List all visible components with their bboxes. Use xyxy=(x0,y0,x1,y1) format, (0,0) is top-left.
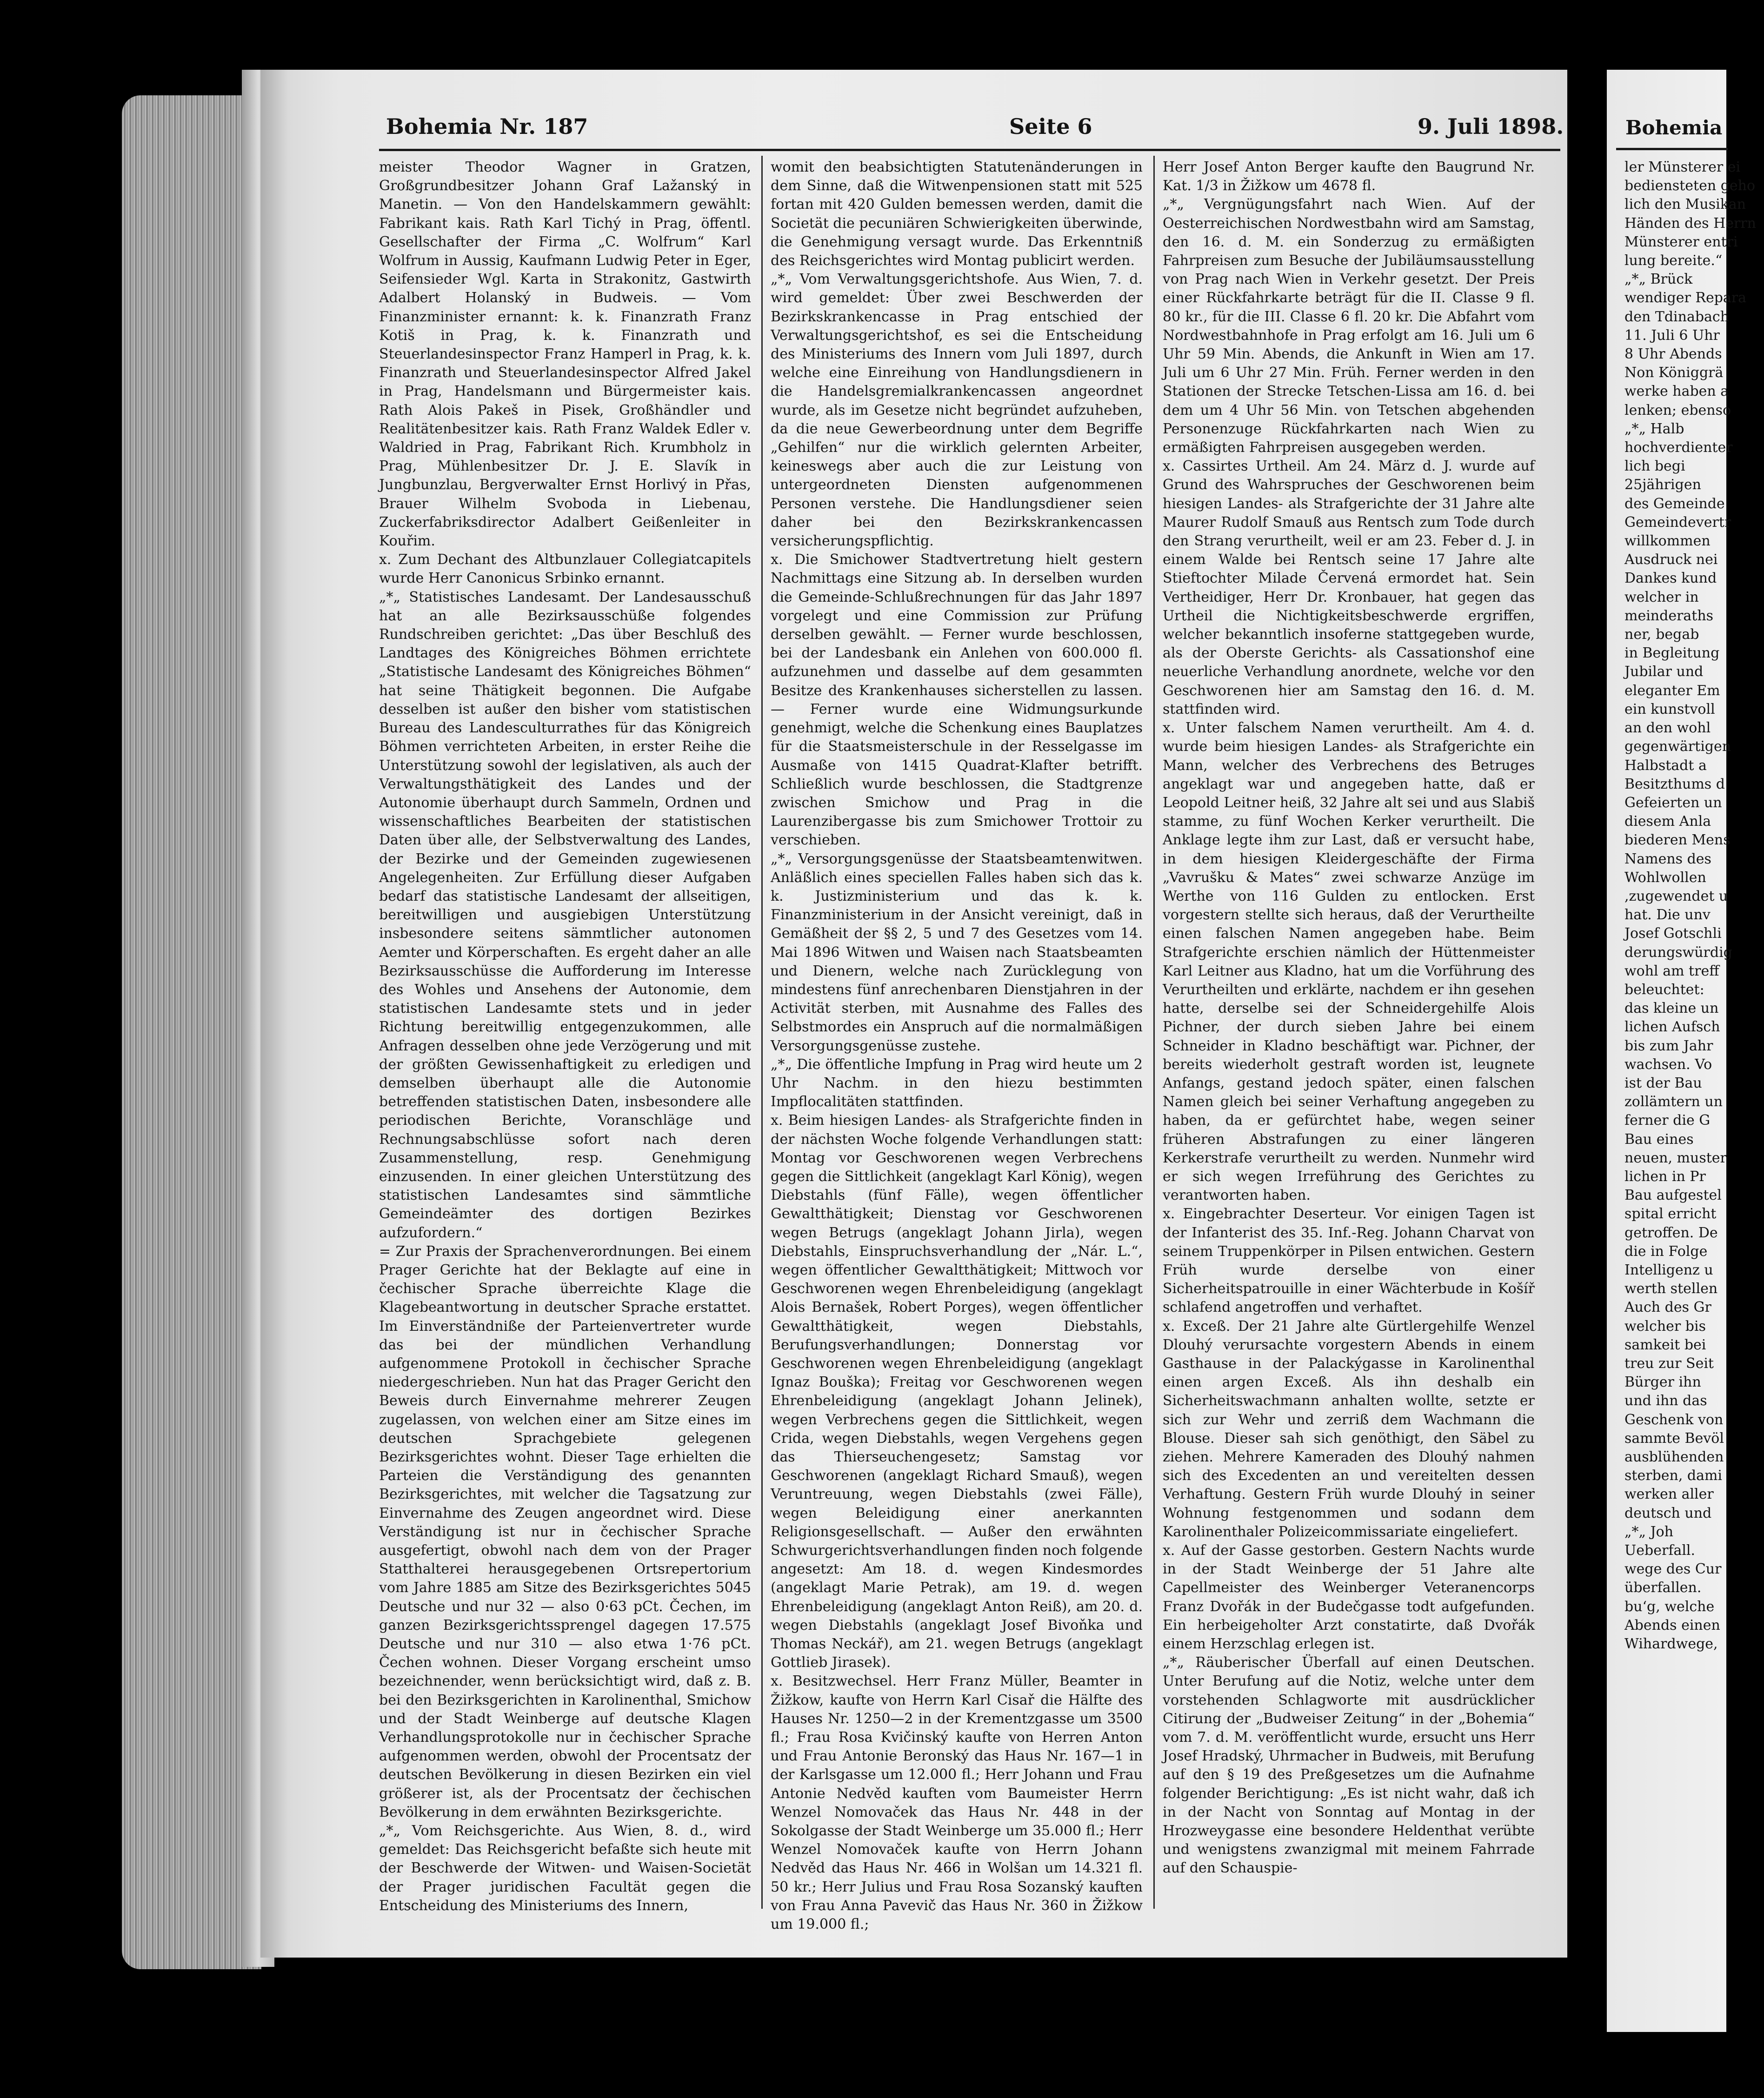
adjacent-line: ,zugewendet u xyxy=(1624,888,1728,904)
adjacent-line: wege des Cur xyxy=(1624,1561,1722,1578)
adjacent-line: Geschenk von xyxy=(1624,1411,1724,1428)
article-paragraph: x. Zum Dechant des Altbunzlauer Collegiatcapitels wurde Herr Canonicus Srbinko ernannt. xyxy=(379,551,751,587)
adjacent-line: ferner die G xyxy=(1624,1112,1711,1129)
column-2 xyxy=(771,158,1143,1933)
article-paragraph: „*„ Die öffentliche Impfung in Prag wird heute um 2 Uhr Nachm. in den hiezu bestimmten Impflocalitäten stattfinden. xyxy=(771,1056,1143,1110)
adjacent-line: wendiger Repara xyxy=(1624,290,1747,306)
column-1 xyxy=(379,158,751,1914)
header-rule xyxy=(379,149,1560,151)
page-header xyxy=(386,114,1567,142)
adjacent-line: Münsterer entri xyxy=(1624,233,1738,250)
adjacent-line: Bürger ihn xyxy=(1624,1374,1701,1391)
adjacent-line: Wohlwollen xyxy=(1624,869,1706,886)
adjacent-line: „*„ Brück xyxy=(1624,271,1693,288)
article-paragraph: x. Exceß. Der 21 Jahre alte Gürtlergehilfe Wenzel Dlouhý verursachte vorgestern Abends in einem Gasthause in der Palackýgasse in Karolinenthal einen argen Exceß. Als ihn deshalb ein Sicherheitswachmann anhalten wollte, setzte er sich zur Wehr und zerriß dem Wachmann die Blouse. Dieser sah sich genöthigt, den Säbel zu ziehen. Mehrere Kameraden des Dlouhý nahmen sich des Excedenten an und vereitelten dessen Verhaftung. Gestern Früh wurde Dlouhý in seiner Wohnung festgenommen und sodann dem Karolinenthaler Polizeicommissariate eingeliefert. xyxy=(1163,1318,1535,1540)
adjacent-line: Non Königgrä xyxy=(1624,365,1724,381)
adjacent-line: Josef Gotschli xyxy=(1624,925,1722,942)
adjacent-line: samkeit bei xyxy=(1624,1336,1706,1353)
article-paragraph: „*„ Räuberischer Überfall auf einen Deutschen. Unter Berufung auf die Notiz, welche unter dem vorstehenden Schlagworte mit ausdrücklicher Citirung der „Budweiser Zeitung“ in der „Bohemia“ vom 7. d. M. veröffentlicht wurde, ersucht uns Herr Josef Hradský, Uhrmacher in Budweis, mit Berufung auf den § 19 des Preßgesetzes um die Aufnahme folgender Berichtigung: „Es ist nicht wahr, daß ich in der Nacht von Sonntag auf Montag in der Hrozweygasse eine besondere Heldenthat verübte und wenigstens zwanzigmal mit meinem Fahrrade auf den Schauspie- xyxy=(1163,1654,1535,1877)
adjacent-line: hat. Die unv xyxy=(1624,907,1711,923)
adjacent-page xyxy=(1607,70,1756,2032)
adjacent-line: meinderaths xyxy=(1624,607,1714,624)
adjacent-line: eleganter Em xyxy=(1624,682,1720,699)
adjacent-line: beleuchtet: xyxy=(1624,981,1704,998)
adjacent-line: lenken; ebenso xyxy=(1624,402,1731,418)
adjacent-line: werke haben a xyxy=(1624,383,1729,400)
adjacent-line: ler Münsterer ei xyxy=(1624,159,1741,175)
article-paragraph: „*„ Statistisches Landesamt. Der Landesausschuß hat an alle Bezirksausschüße folgendes Rundschreiben gerichtet: „Das über Beschluß des Landtages des Königreiches Böhmen errichtete „Statistische Landesamt des Königreiches Böhmen“ hat seine Thätigkeit begonnen. Die Aufgabe desselben ist außer den bisher vom statistischen Bureau des Landesculturrathes für das Königreich Böhmen verrichteten Arbeiten, in erster Reihe die Unterstützung sowohl der legislativen, als auch der Verwaltungsthätigkeit des Landes und der Autonomie überhaupt durch Sammeln, Ordnen und wissenschaftliches Bearbeiten der statistischen Daten über alle, der Selbstverwaltung des Landes, der Bezirke und der Gemeinden zugewiesenen Angelegenheiten. Zur Erfüllung dieser Aufgaben bedarf das statistische Landesamt der allseitigen, bereitwilligen und ausgiebigen Unterstützung insbesondere seitens sämmtlicher autonomen Aemter und Körperschaften. Es ergeht daher an alle Bezirksausschüsse die Aufforderung im Interesse des Wohles und Ansehens der Autonomie, dem statistischen Landesamte stets und in jeder Richtung bereitwillig entgegenzukommen, alle Anfragen desselben ohne jede Verzögerung und mit der größten Gewissenhaftigkeit zu erledigen und demselben überhaupt alle die Autonomie betreffenden statistischen Daten, insbesondere alle periodischen Berichte, Voranschläge und Rechnungsabschlüsse sofort nach deren Zusammenstellung, resp. Genehmigung einzusenden. In einer gleichen Unterstützung des statistischen Landesamtes sind sämmtliche Gemeindeämter des dortigen Bezirkes aufzufordern.“ xyxy=(379,589,751,1241)
adjacent-line: bediensteten geho xyxy=(1624,178,1756,194)
adjacent-line: Auch des Gr xyxy=(1624,1299,1711,1316)
adjacent-line: treu zur Seit xyxy=(1624,1355,1714,1372)
adjacent-line: Händen des Herrn xyxy=(1624,215,1756,232)
adjacent-line: Ausdruck nei xyxy=(1624,551,1718,568)
article-paragraph: x. Cassirtes Urtheil. Am 24. März d. J. wurde auf Grund des Wahrspruches der Geschworenen beim hiesigen Landes- als Strafgerichte der 31 Jahre alte Maurer Rudolf Smauß aus Rentsch zum Tode durch den Strang verurtheilt, weil er am 23. Feber d. J. in einem Walde bei Rentsch seine 17 Jahre alte Stieftochter Milade Červená ermordet hat. Sein Vertheidiger, Herr Dr. Kronbauer, hat gegen das Urtheil die Nichtigkeitsbeschwerde ergriffen, welcher bekanntlich insoferne stattgegeben wurde, als der Oberste Gerichts- als Cassationshof eine neuerliche Verhandlung anordnete, welche vor den Geschworenen hier am Samstag den 16. d. M. stattfinden wird. xyxy=(1163,458,1535,717)
adjacent-line: sammte Bevöl xyxy=(1624,1430,1724,1447)
adjacent-line: „*„ Joh xyxy=(1624,1523,1674,1540)
adjacent-line: werth stellen xyxy=(1624,1281,1718,1297)
adjacent-line: Bau eines xyxy=(1624,1131,1694,1148)
adjacent-line: überfallen. xyxy=(1624,1580,1702,1596)
adjacent-line: ist der Bau xyxy=(1624,1075,1702,1091)
adjacent-line: willkommen xyxy=(1624,533,1711,550)
adjacent-line: diesem Anla xyxy=(1624,813,1711,830)
article-paragraph: meister Theodor Wagner in Gratzen, Großgrundbesitzer Johann Graf Lažanský in Manetin. — Von den Handelskammern gewählt: Fabrikant kais. Rath Karl Tichý in Prag, öffentl. Gesellschafter der Firma „C. Wolfrum“ Karl Wolfrum in Aussig, Kaufmann Ludwig Peter in Eger, Seifensieder Wgl. Karta in Strakonitz, Gastwirth Adalbert Holanský in Budweis. — Vom Finanzminister ernannt: k. k. Finanzrath Franz Kotiš in Prag, k. k. Finanzrath und Steuerlandesinspector Franz Hamperl in Prag, k. k. Finanzrath und Steuerlandesinspector Alfred Jakel in Prag, Handelsmann und Bürgermeister kais. Rath Alois Pakeš in Pisek, Großhändler und Realitätenbesitzer kais. Rath Franz Waldek Edler v. Waldried in Prag, Fabrikant Rich. Krumbholz in Prag, Mühlenbesitzer Dr. J. E. Slavík in Jungbunzlau, Bergverwalter Ernst Horlivý in Přas, Brauer Wilhelm Svoboda in Liebenau, Zuckerfabriksdirector Adalbert Geißenleiter in Kouřim. xyxy=(379,159,751,550)
adjacent-line: die in Folge xyxy=(1624,1243,1708,1260)
adjacent-line: Gemeindevertr xyxy=(1624,514,1731,531)
adjacent-line: hochverdienter xyxy=(1624,439,1733,456)
adjacent-line: wohl am treff xyxy=(1624,963,1719,979)
newspaper-page xyxy=(260,70,1567,1958)
adjacent-line: getroffen. De xyxy=(1624,1224,1718,1241)
article-paragraph: „*„ Vom Verwaltungsgerichtshofe. Aus Wien, 7. d. wird gemeldet: Über zwei Beschwerden der Bezirkskrankencasse in Prag entschied der Verwaltungsgerichtshof, es sei die Entscheidung des Ministeriums des Innern vom Juli 1897, durch welche eine Einreihung von Handlungsdienern in die Handelsgremialkrankencassen angeordnet wurde, als im Gesetze nicht begründet aufzuheben, da die neue Gewerbeordnung unter dem Begriffe „Gehilfen“ nur die wirklich gelernten Arbeiter, keineswegs aber auch die zur Leistung von untergeordneten Diensten aufgenommenen Personen verstehe. Die Handlungsdiener seien daher bei den Bezirkskrankencassen versicherungspflichtig. xyxy=(771,271,1143,550)
adjacent-line: 25jährigen xyxy=(1624,477,1701,493)
article-paragraph: x. Unter falschem Namen verurtheilt. Am 4. d. wurde beim hiesigen Landes- als Strafgerichte ein Mann, welcher des Verbrechens des Betruges angeklagt war und angegeben hatte, daß er Leopold Leitner heiß, 32 Jahre alt sei und aus Slabiš stamme, zu fünf Wochen Kerker verurtheilt. Die Anklage legte ihm zur Last, daß er versucht habe, in dem hiesigen Kleidergeschäfte der Firma „Vavrušku & Mates“ zwei schwarze Anzüge im Werthe von 116 Gulden zu entlocken. Erst vorgestern stellte sich heraus, daß der Verurtheilte einen falschen Namen angegeben habe. Beim Strafgerichte erschien nämlich der Hüttenmeister Karl Leitner aus Kladno, hat um die Vorführung des Verurtheilten und erklärte, nachdem er ihn gesehen hatte, derselbe sei der Schneidergehilfe Alois Pichner, der durch sieben Jahre bei einem Schneider in Kladno beschäftigt war. Pichner, der bereits wiederholt gestraft worden ist, leugnete Anfangs, gestand jedoch später, einen falschen Namen gleich bei seiner Verhaftung angegeben zu haben, da er gefürchtet habe, wegen seiner früheren Abstrafungen zu einer längeren Kerkerstrafe verurtheilt zu werden. Nunmehr wird er sich wegen Irreführung des Gerichtes zu verantworten haben. xyxy=(1163,720,1535,1204)
article-paragraph: x. Die Smichower Stadtvertretung hielt gestern Nachmittags eine Sitzung ab. In derselben wurden die Gemeinde-Schlußrechnungen für das Jahr 1897 vorgelegt und eine Commission zur Prüfung derselben gewählt. — Ferner wurde beschlossen, bei der Landesbank ein Anlehen von 600.000 fl. aufzunehmen und dasselbe auf dem gesammten Besitze des Krankenhauses sicherstellen zu lassen. — Ferner wurde eine Widmungsurkunde genehmigt, welche die Schenkung eines Bauplatzes für die Staatsmeisterschule in der Resselgasse im Ausmaße von 1415 Quadrat-Klafter betrifft. Schließlich wurde beschlossen, die Stadtgrenze zwischen Smichow und Prag in die Laurenzibergasse bis zum Smichower Trottoir zu verschieben. xyxy=(771,551,1143,849)
adjacent-line: lichen in Pr xyxy=(1624,1168,1706,1185)
adjacent-line: lich begi xyxy=(1624,458,1685,475)
column-divider xyxy=(761,156,763,1909)
adjacent-line: ein kunstvoll xyxy=(1624,701,1715,717)
adjacent-line: lich den Musikan xyxy=(1624,196,1746,213)
article-paragraph: x. Besitzwechsel. Herr Franz Müller, Beamter in Žižkow, kaufte von Herrn Karl Cisař die Hälfte des Hauses Nr. 1250—2 in der Krementzgasse um 3500 fl.; Frau Rosa Kvičinský kaufte von Herren Anton und Frau Antonie Beronský das Haus Nr. 167—1 in der Karlsgasse um 12.000 fl.; Herr Johann und Frau Antonie Nedvěd kauften vom Baumeister Herrn Wenzel Nomovaček das Haus Nr. 448 in der Sokolgasse der Stadt Weinberge um 35.000 fl.; Herr Wenzel Nomovaček kaufte von Herrn Johann Nedvěd das Haus Nr. 466 in Wolšan um 14.321 fl. 50 kr.; Herr Julius und Frau Rosa Sozanský kauften von Frau Anna Pavevič das Haus Nr. 360 in Žižkow um 19.000 fl.; xyxy=(771,1673,1143,1933)
article-paragraph: x. Beim hiesigen Landes- als Strafgerichte finden in der nächsten Woche folgende Verhandlungen statt: Montag vor Geschworenen wegen Verbrechens gegen die Sittlichkeit (angeklagt Karl König), wegen Diebstahls (fünf Fälle), wegen öffentlicher Gewaltthätigkeit; Dienstag vor Geschworenen wegen Betrugs (angeklagt Johann Jirla), wegen Diebstahls, Einspruchsverhandlung der „Nár. L.“, wegen öffentlicher Gewaltthätigkeit; Mittwoch vor Geschworenen wegen Ehrenbeleidigung (angeklagt Alois Bernašek, Robert Porges), wegen öffentlicher Gewaltthätigkeit, wegen Diebstahls, Berufungsverhandlungen; Donnerstag vor Geschworenen wegen Ehrenbeleidigung (angeklagt Ignaz Bouška); Freitag vor Geschworenen wegen Ehrenbeleidigung (angeklagt Johann Jelinek), wegen Verbrechens gegen die Sittlichkeit, wegen Crida, wegen Diebstahls, wegen Vergehens gegen das Thierseuchengesetz; Samstag vor Geschworenen (angeklagt Richard Smauß), wegen Veruntreuung, wegen Diebstahls (zwei Fälle), wegen Beleidigung einer anerkannten Religionsgesellschaft. — Außer den erwähnten Schwurgerichtsverhandlungen finden noch folgende angesetzt: Am 18. d. wegen Kindesmordes (angeklagt Marie Petrak), am 19. d. wegen Ehrenbeleidigung (angeklagt Anton Reiß), am 20. d. wegen Diebstahls (angeklagt Josef Bivoňka und Thomas Neckář), am 21. wegen Betrugs (angeklagt Gottlieb Jirasek). xyxy=(771,1112,1143,1671)
article-paragraph: = Zur Praxis der Sprachenverordnungen. Bei einem Prager Gerichte hat der Beklagte auf eine in čechischer Sprache überreichte Klage die Klagebeantwortung in deutscher Sprache erstattet. Im Einverständniße der Parteienvertreter wurde das bei der mündlichen Verhandlung aufgenommene Protokoll in čechischer Sprache niedergeschrieben. Nun hat das Prager Gericht den Beweis durch Einvernahme mehrerer Zeugen zugelassen, von welchen einer am Sitze eines im deutschen Sprachgebiete gelegenen Bezirksgerichtes wohnt. Dieser Tage erhielten die Parteien die Verständigung des genannten Bezirksgerichtes, mit welcher die Tagsatzung zur Einvernahme des Zeugen angeordnet wird. Diese Verständigung ist nur in čechischer Sprache ausgefertigt, obwohl nach dem von der Prager Statthalterei herausgegebenen Ortsrepertorium vom Jahre 1885 am Sitze des Bezirksgerichtes 5045 Deutsche und nur 32 — also 0·63 pCt. Čechen, im ganzen Bezirksgerichtssprengel dagegen 17.575 Deutsche und nur 310 — also etwa 1·76 pCt. Čechen wohnen. Dieser Vorgang erscheint umso bezeichnender, wenn berücksichtigt wird, daß z. B. bei den Bezirksgerichten in Karolinenthal, Smichow und der Stadt Weinberge auf deutsche Klagen Verhandlungsprotokolle nur in čechischer Sprache aufgenommen werden, obwohl der Procentsatz der deutschen Bevölkerung in diesen Bezirken ein viel größerer ist, als der Procentsatz der čechischen Bevölkerung in dem erwähnten Bezirksgerichte. xyxy=(379,1243,751,1820)
adjacent-line: sterben, dami xyxy=(1624,1467,1723,1484)
adjacent-line: 8 Uhr Abends xyxy=(1624,346,1722,363)
adjacent-line: gegenwärtigen xyxy=(1624,738,1731,755)
adjacent-column-text xyxy=(1624,158,1764,1653)
adjacent-line: deutsch und xyxy=(1624,1505,1712,1521)
adjacent-line: ausblühenden xyxy=(1624,1449,1724,1466)
adjacent-line: und ihn das xyxy=(1624,1393,1707,1409)
adjacent-line: Gefeierten un xyxy=(1624,794,1722,811)
adjacent-line: Namens des xyxy=(1624,850,1711,867)
adjacent-line: „*„ Halb xyxy=(1624,420,1684,437)
adjacent-line: Dankes kund xyxy=(1624,570,1717,587)
adjacent-line: zollämtern un xyxy=(1624,1094,1723,1110)
adjacent-line: Ueberfall. xyxy=(1624,1542,1696,1559)
adjacent-line: welcher in xyxy=(1624,589,1699,605)
adjacent-line: welcher bis xyxy=(1624,1318,1706,1334)
adjacent-line: Halbstadt a xyxy=(1624,757,1707,774)
adjacent-line: des Gemeinde xyxy=(1624,495,1725,512)
page-number: Seite 6 xyxy=(1009,114,1092,139)
page-stack-edge xyxy=(122,95,261,1969)
adjacent-line: ner, begab xyxy=(1624,626,1699,643)
adjacent-line: bis zum Jahr xyxy=(1624,1037,1713,1054)
adjacent-line: Abends einen xyxy=(1624,1617,1720,1633)
adjacent-line: in Begleitung xyxy=(1624,645,1720,662)
adjacent-line: an den wohl xyxy=(1624,720,1711,737)
article-paragraph: x. Auf der Gasse gestorben. Gestern Nachts wurde in der Stadt Weinberge der 51 Jahre alte Capellmeister des Weinberger Veteranencorps Franz Dvořák in der Budečgasse todt aufgefunden. Ein herbeigeholter Arzt constatirte, daß Dvořák einem Herzschlag erlegen ist. xyxy=(1163,1542,1535,1653)
adjacent-line: bu‘g, welche xyxy=(1624,1598,1715,1615)
article-paragraph: Herr Josef Anton Berger kaufte den Baugrund Nr. Kat. 1/3 in Žižkow um 4678 fl. xyxy=(1163,159,1535,194)
adjacent-header-rule xyxy=(1616,148,1728,150)
article-paragraph: „*„ Vergnügungsfahrt nach Wien. Auf der Oesterreichischen Nordwestbahn wird am Samstag, den 16. d. M. ein Sonderzug zu ermäßigten Fahrpreisen zum Besuche der Jubiläumsausstellung von Prag nach Wien in Verkehr gesetzt. Der Preis einer Rückfahrkarte beträgt für die II. Classe 9 fl. 80 kr., für die III. Classe 6 fl. 20 kr. Die Abfahrt vom Nordwestbahnhofe in Prag erfolgt am 16. Juli um 6 Uhr 59 Min. Abends, die Ankunft in Wien am 17. Juli um 6 Uhr 27 Min. Früh. Ferner werden in den Stationen der Strecke Tetschen-Lissa am 16. d. bei dem um 4 Uhr 56 Min. von Tetschen abgehenden Personenzuge Rückfahrkarten nach Wien zu ermäßigten Fahrpreisen ausgegeben werden. xyxy=(1163,196,1535,456)
article-paragraph: womit den beabsichtigten Statutenänderungen in dem Sinne, daß die Witwenpensionen statt mit 525 fortan mit 420 Gulden bemessen werden, damit die Societät die pecuniären Schwierigkeiten überwinde, die Genehmigung versagt wurde. Das Erkenntniß des Reichsgerichtes wird Montag publicirt werden. xyxy=(771,159,1143,269)
adjacent-line: biederen Mens xyxy=(1624,832,1731,849)
article-paragraph: x. Eingebrachter Deserteur. Vor einigen Tagen ist der Infanterist des 35. Inf.-Reg. Johann Charvat von seinem Truppenkörper in Pilsen entwichen. Gestern Früh wurde derselbe von einer Sicherheitspatrouille in einer Wächterbude in Košíř schlafend angetroffen und verhaftet. xyxy=(1163,1206,1535,1316)
article-paragraph: „*„ Versorgungsgenüsse der Staatsbeamtenwitwen. Anläßlich eines speciellen Falles haben sich das k. k. Justizministerium und das k. k. Finanzministerium in der Ansicht vereinigt, daß in Gemäßheit der §§ 2, 5 und 7 des Gesetzes vom 14. Mai 1896 Witwen und Waisen nach Staatsbeamten und Dienern, welche nach Zurücklegung von mindestens fünf anrechenbaren Dienstjahren in der Activität sterben, mit Ausnahme des Falles des Selbstmordes ein Anspruch auf die normalmäßigen Versorgungsgenüsse zustehe. xyxy=(771,850,1143,1054)
article-paragraph: „*„ Vom Reichsgerichte. Aus Wien, 8. d., wird gemeldet: Das Reichsgericht befaßte sich heute mit der Beschwerde der Witwen- und Waisen-Societät der Prager juridischen Facultät gegen die Entscheidung des Ministeriums des Innern, xyxy=(379,1823,751,1914)
adjacent-line: wachsen. Vo xyxy=(1624,1056,1712,1073)
adjacent-line: lung bereite.“ xyxy=(1624,252,1723,269)
masthead: Bohemia Nr. 187 xyxy=(386,114,588,139)
adjacent-masthead: Bohemia xyxy=(1625,116,1723,139)
adjacent-line: 11. Juli 6 Uhr xyxy=(1624,327,1720,344)
adjacent-line: Bau aufgestel xyxy=(1624,1187,1722,1204)
adjacent-line: spital erricht xyxy=(1624,1206,1717,1222)
adjacent-line: das kleine un xyxy=(1624,1000,1719,1017)
adjacent-line: Wihardwege, xyxy=(1624,1636,1718,1653)
issue-date: 9. Juli 1898. xyxy=(1418,114,1564,139)
column-3 xyxy=(1163,158,1535,1911)
adjacent-line: derungswürdig xyxy=(1624,944,1732,961)
column-divider xyxy=(1153,156,1155,1909)
adjacent-line: werken aller xyxy=(1624,1486,1714,1503)
adjacent-line: Besitzthums d xyxy=(1624,776,1725,792)
adjacent-line: Jubilar und xyxy=(1624,664,1704,680)
adjacent-line: den Tdinabach xyxy=(1624,308,1730,325)
adjacent-line: Intelligenz u xyxy=(1624,1261,1713,1278)
adjacent-line: neuen, muster xyxy=(1624,1149,1727,1166)
adjacent-line: lichen Aufsch xyxy=(1624,1019,1720,1036)
